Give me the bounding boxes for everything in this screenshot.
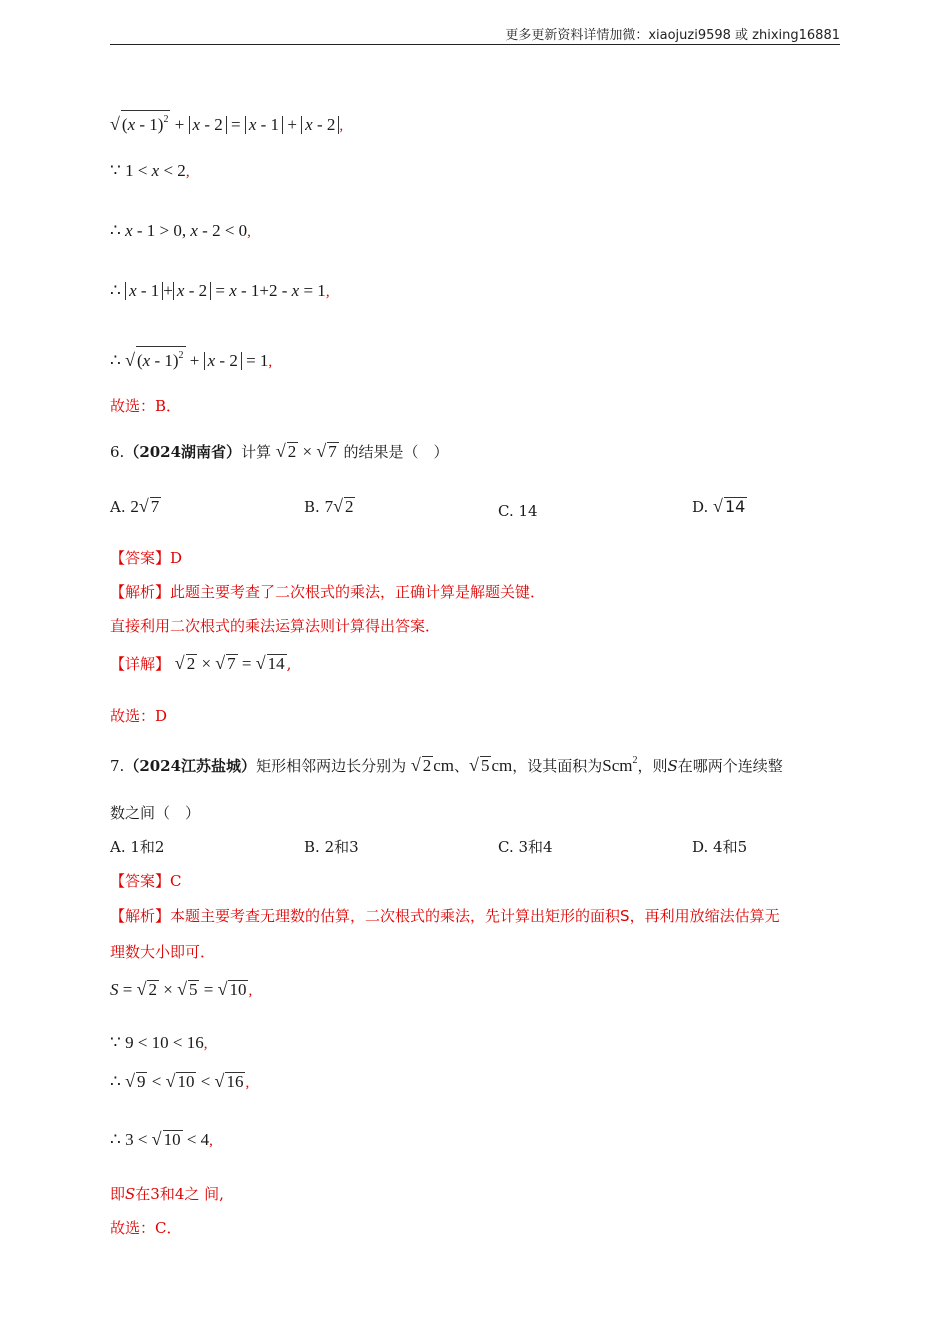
q7-stem: 7.（2024江苏盐城）矩形相邻两边长分别为 √ 2 cm、√ 5 cm，设其面积为Scm$^2$，则S在哪两个连续整 [110,755,783,775]
page-header-note: 更多更新资料详情加微：xiaojuzi9598 或 zhixing16881 [505,28,840,43]
q6-option-d: D. √ 14 [692,496,746,516]
q5-step-4: ∴ x - 1 + x - 2 = x - 1+2 - x = 1, [110,281,330,300]
q5-conclusion: 故选：B． [110,397,182,415]
q7-option-a: A. 1和2 [110,838,165,856]
q6-stem: 6.（2024湖南省）计算 √ 2 × √ 7 的结果是（ ） [110,441,449,461]
q7-between: 即S在3和4之 间, [110,1185,224,1203]
q7-conclusion: 故选：C． [110,1219,182,1237]
q7-analysis: 【解析】本题主要考查无理数的估算，二次根式的乘法，先计算出矩形的面积S，再利用放缩法估算无 [110,907,780,925]
q7-step-1: S = √ 2 × √ 5 = √ 10 , [110,979,253,999]
q6-analysis-2: 直接利用二次根式的乘法运算法则计算得出答案． [110,617,441,635]
q7-option-c: C. 3和4 [498,838,553,856]
header-divider [110,44,840,45]
q7-step-2: ∵ 9 < 10 < 16, [110,1033,208,1052]
q5-step-1: √ (x - 1)$^2$ + x - 2 = x - 1 + x - 2 , [110,110,343,137]
q6-detail: 【详解】 √ 2 × √ 7 = √ 14 , [110,653,292,673]
q6-option-b: B. 7√ 2 [304,496,354,516]
q6-option-a: A. 2√ 7 [110,496,160,516]
q5-step-2: ∵ 1 < x < 2, [110,161,190,180]
q6-analysis: 【解析】此题主要考查了二次根式的乘法，正确计算是解题关键． [110,583,546,601]
q7-step-3: ∴ √ 9 < √ 10 < √ 16 , [110,1071,250,1091]
q7-option-b: B. 2和3 [304,838,359,856]
q7-analysis-2: 理数大小即可． [110,943,216,961]
q6-option-c: C. 14 [498,502,538,520]
q6-answer: 【答案】D [110,549,183,567]
q6-conclusion: 故选：D [110,707,168,725]
q7-stem-line-2: 数之间（ ） [110,804,201,822]
q7-option-d: D. 4和5 [692,838,748,856]
q7-step-4: ∴ 3 < √ 10 < 4, [110,1129,213,1149]
q5-step-3: ∴ x - 1 > 0, x - 2 < 0, [110,221,251,240]
q7-answer: 【答案】C [110,872,182,890]
q5-step-5: ∴ √ (x - 1)$^2$ + x - 2 = 1, [110,346,272,373]
